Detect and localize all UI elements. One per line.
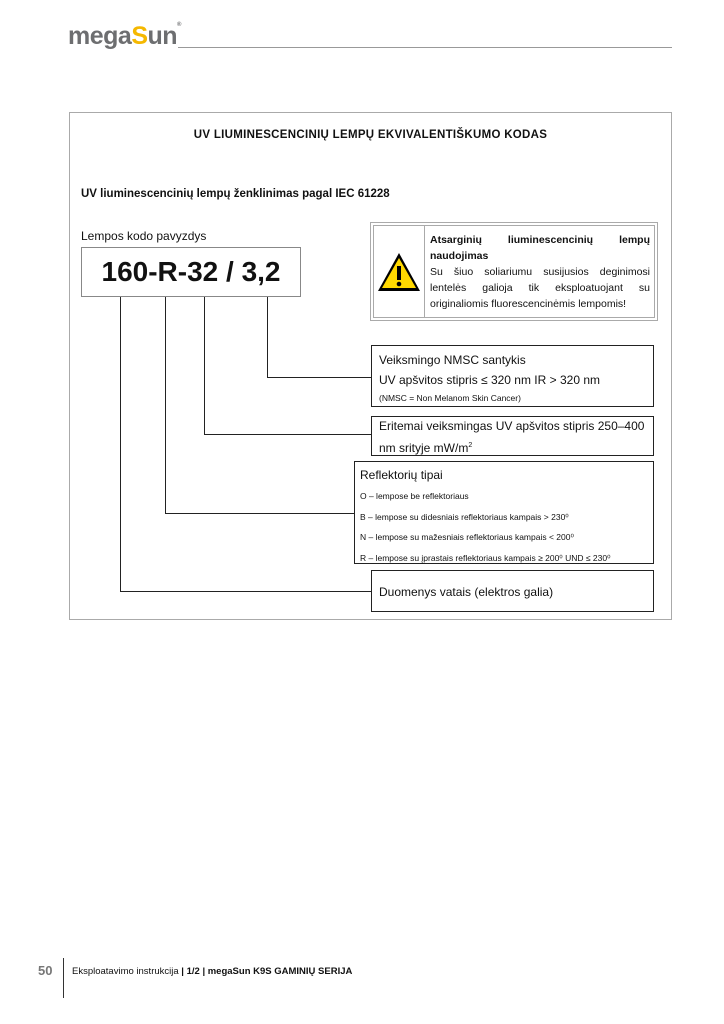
- connector-nmsc-h: [267, 377, 371, 378]
- warning-title: Atsarginių liuminescencinių lempų naudojimas: [430, 234, 650, 262]
- connector-power-h: [120, 591, 371, 592]
- connector-reflector: [165, 297, 166, 514]
- footer-divider: [63, 958, 64, 998]
- erythema-box: [371, 416, 654, 456]
- section-title: UV LIUMINESCENCINIŲ LEMPŲ EKVIVALENTIŠKUMO KODAS: [193, 129, 548, 141]
- section-subtitle: UV liuminescencinių lempų ženklinimas pagal IEC 61228: [81, 188, 390, 200]
- reflectors-box: [354, 461, 654, 564]
- power-box: Duomenys vatais (elektros galia): [371, 570, 654, 612]
- connector-reflector-h: [165, 513, 354, 514]
- reflector-item: R – lempose su įprastais reflektoriaus kampais ≥ 200⁰ UND ≤ 230⁰: [360, 552, 611, 563]
- example-code-box: 160-R-32 / 3,2: [81, 247, 301, 297]
- reflector-item: O – lempose be reflektoriaus: [360, 491, 469, 501]
- connector-erythema-h: [204, 434, 371, 435]
- nmsc-title: Veiksmingo NMSC santykis: [379, 353, 526, 367]
- nmsc-line: UV apšvitos stipris ≤ 320 nm IR > 320 nm: [379, 373, 601, 387]
- header-rule: [178, 47, 672, 48]
- reflectors-title: Reflektorių tipai: [360, 468, 443, 482]
- megasun-logo: megaSun®: [68, 22, 181, 50]
- footer-text: Eksploatavimo instrukcija | 1/2 | megaSun K9S GAMINIŲ SERIJA: [72, 966, 353, 977]
- warning-box: [370, 222, 658, 321]
- example-label: Lempos kodo pavyzdys: [81, 229, 207, 243]
- reflector-item: N – lempose su mažesniais reflektoriaus kampais < 200⁰: [360, 532, 574, 542]
- page-number: 50: [38, 963, 53, 978]
- connector-power: [120, 297, 121, 592]
- nmsc-note: (NMSC = Non Melanom Skin Cancer): [379, 393, 521, 403]
- erythema-text: Eritemai veiksmingas UV apšvitos stipris 250–400 nm srityje mW/m: [379, 419, 645, 455]
- connector-erythema: [204, 297, 205, 435]
- connector-nmsc: [267, 297, 268, 378]
- nmsc-box: [371, 345, 654, 407]
- warning-triangle-icon: [374, 226, 425, 317]
- warning-text: Su šiuo soliariumu susijusios deginimosi lentelės galioja tik eksploatuojant su originaliomis fluorescencinėmis lempomis!: [430, 266, 650, 310]
- erythema-sup: 2: [468, 442, 473, 449]
- reflector-item: B – lempose su didesniais reflektoriaus kampais > 230⁰: [360, 511, 569, 522]
